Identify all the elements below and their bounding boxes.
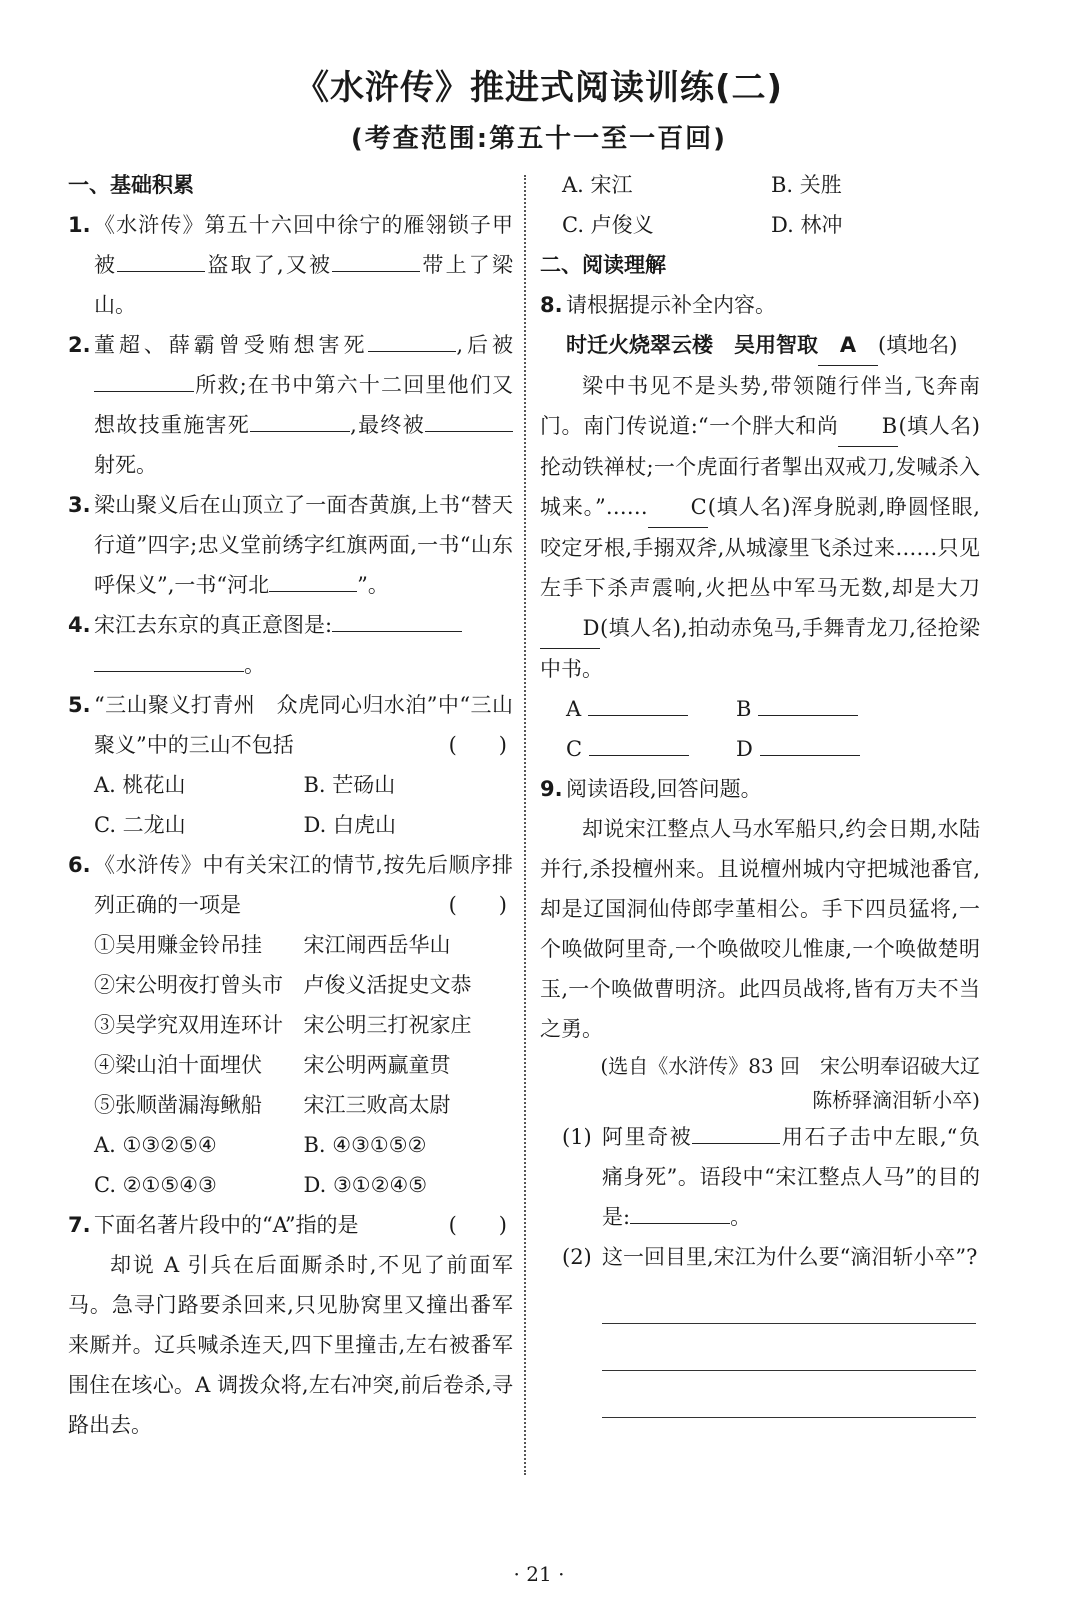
option: D. 林冲 xyxy=(771,213,843,237)
option: A. 宋江 xyxy=(562,173,633,197)
question-number: 8. xyxy=(540,293,563,317)
answer-blank[interactable] xyxy=(368,325,456,352)
option: C. ②①⑤④③ xyxy=(94,1173,217,1197)
question-3: 3. 梁山聚义后在山顶立了一面杏黄旗,上书“替天行道”四字;忠义堂前绣字红旗两面,一书“山东呼保义”,一书“河北 ”。 xyxy=(68,485,513,605)
question-number: 4. xyxy=(68,613,91,637)
option: B. ④③①⑤② xyxy=(303,1133,427,1157)
plot-item: 宋公明两赢童贯 xyxy=(303,1053,451,1077)
plot-item: 宋公明三打祝家庄 xyxy=(303,1013,472,1037)
left-column xyxy=(68,165,513,1445)
answer-blank[interactable] xyxy=(117,245,205,272)
option: A. 桃花山 xyxy=(94,773,186,797)
answer-blank[interactable] xyxy=(692,1117,780,1144)
question-5: 5. “三山聚义打青州 众虎同心归水泊”中“三山聚义”中的三山不包括 ( ) xyxy=(68,685,513,765)
page-title: 《水浒传》推进式阅读训练(二) xyxy=(294,68,784,108)
question-number: 2. xyxy=(68,333,91,357)
plot-item: ⑤张顺凿漏海鳅船 xyxy=(94,1093,262,1117)
question-number: 3. xyxy=(68,493,91,517)
answer-blank[interactable] xyxy=(332,605,462,632)
answer-blank[interactable] xyxy=(250,405,350,432)
plot-item: ②宋公明夜打曾头市 xyxy=(94,973,283,997)
page-subtitle: (考查范围:第五十一至一百回) xyxy=(350,124,728,154)
question-number: 9. xyxy=(540,777,563,801)
option: B. 关胜 xyxy=(771,173,842,197)
answer-line[interactable] xyxy=(602,1324,976,1371)
question-8-answers: A B C D xyxy=(540,689,980,769)
question-6-options xyxy=(68,1125,513,1205)
question-number: 5. xyxy=(68,693,91,717)
option: C. 二龙山 xyxy=(94,813,186,837)
answer-blank-c[interactable]: C xyxy=(648,487,708,528)
plot-item: ①吴用赚金铃吊挂 xyxy=(94,933,262,957)
answer-blank[interactable] xyxy=(332,245,420,272)
question-8-passage: 梁中书见不是头势,带领随行伴当,飞奔南门。南门传说道:“一个胖大和尚 B(填人名)抡动铁禅杖;一个虎面行者掣出双戒刀,发喊杀入城来。”…… C(填人名)浑身脱剥,睁圆怪眼,咬定牙根,手搦双斧,从城濠里飞杀过来……只见左手下杀声震响,火把丛中军马无数,却是大刀D(填人名),拍动赤兔马,手舞青龙刀,径抢梁中书。 xyxy=(540,374,981,681)
question-7-passage: 却说 A 引兵在后面厮杀时,不见了前面军马。急寻门路要杀回来,只见胁窝里又撞出番军来厮并。辽兵喊杀连天,四下里撞击,左右被番军围住在垓心。A 调拨众将,左右冲突,前后卷杀,寻路出去。 xyxy=(68,1253,513,1437)
answer-blank[interactable] xyxy=(589,729,689,756)
plot-item: 宋江闹西岳华山 xyxy=(303,933,451,957)
question-2: 2. 董超、薛霸曾受贿想害死 ,后被所救;在书中第六十二回里他们又想故技重施害死 ,最终被射死。 xyxy=(68,325,513,485)
question-7-options xyxy=(540,165,980,245)
column-divider xyxy=(524,175,526,1475)
answer-paren[interactable]: ( ) xyxy=(448,733,507,757)
answer-blank[interactable] xyxy=(425,405,513,432)
plot-item: ④梁山泊十面埋伏 xyxy=(94,1053,262,1077)
question-6-plots xyxy=(68,925,513,1125)
answer-blank-a[interactable]: A xyxy=(818,325,878,366)
question-6: 6. 《水浒传》中有关宋江的情节,按先后顺序排列正确的一项是 ( ) xyxy=(68,845,513,925)
option: C. 卢俊义 xyxy=(562,213,654,237)
option: B. 芒砀山 xyxy=(303,773,396,797)
answer-line[interactable] xyxy=(602,1371,976,1418)
passage-source: (选自《水浒传》83 回 宋公明奉诏破大辽 陈桥驿滴泪斩小卒) xyxy=(600,1054,980,1112)
right-column xyxy=(540,165,980,1418)
question-5-options xyxy=(68,765,513,845)
question-8-heading: 时迁火烧翠云楼 吴用智取 A (填地名) xyxy=(540,325,980,366)
section-heading-reading: 二、阅读理解 xyxy=(540,253,666,277)
answer-paren[interactable]: ( ) xyxy=(448,1213,507,1237)
sub-question-1: (1) 阿里奇被 用石子击中左眼,“负痛身死”。语段中“宋江整点人马”的目的是: 。 xyxy=(540,1117,980,1237)
question-8: 8. 请根据提示补全内容。 xyxy=(540,285,980,325)
sub-question-2: (2) 这一回目里,宋江为什么要“滴泪斩小卒”? xyxy=(562,1245,978,1269)
question-9-passage: 却说宋江整点人马水军船只,约会日期,水陆并行,杀投檀州来。且说檀州城内守把城池番官,却是辽国洞仙侍郎孛堇相公。手下四员猛将,一个唤做阿里奇,一个唤做咬儿惟康,一个唤做楚明玉,一个唤做曹明济。此四员战将,皆有万夫不当之勇。 xyxy=(540,817,980,1041)
answer-paren[interactable]: ( ) xyxy=(448,893,507,917)
question-1: 1. 《水浒传》第五十六回中徐宁的雁翎锁子甲被 盗取了,又被 带上了梁山。 xyxy=(68,205,513,325)
page-number: · 21 · xyxy=(513,1562,565,1586)
section-heading-basics: 一、基础积累 xyxy=(68,173,194,197)
answer-blank[interactable] xyxy=(94,645,244,672)
answer-blank[interactable] xyxy=(269,565,357,592)
answer-blank[interactable] xyxy=(588,689,688,716)
question-number: 1. xyxy=(68,213,91,237)
option: A. ①③②⑤④ xyxy=(94,1133,217,1157)
plot-item: 卢俊义活捉史文恭 xyxy=(303,973,472,997)
question-4: 4. 宋江去东京的真正意图是: 。 xyxy=(68,605,513,685)
plot-item: 宋江三败高太尉 xyxy=(303,1093,451,1117)
option: D. 白虎山 xyxy=(303,813,396,837)
option: D. ③①②④⑤ xyxy=(303,1173,428,1197)
answer-blank[interactable] xyxy=(94,365,194,392)
answer-line[interactable] xyxy=(602,1277,976,1324)
question-7: 7. 下面名著片段中的“A”指的是 ( ) xyxy=(68,1205,513,1245)
answer-blank[interactable] xyxy=(758,689,858,716)
question-9: 9. 阅读语段,回答问题。 xyxy=(540,769,980,809)
question-number: 7. xyxy=(68,1213,91,1237)
answer-blank[interactable] xyxy=(760,729,860,756)
plot-item: ③吴学究双用连环计 xyxy=(94,1013,283,1037)
answer-blank[interactable] xyxy=(630,1197,730,1224)
answer-blank-b[interactable]: B xyxy=(838,406,898,447)
question-number: 6. xyxy=(68,853,91,877)
answer-blank-d[interactable]: D xyxy=(540,608,600,649)
